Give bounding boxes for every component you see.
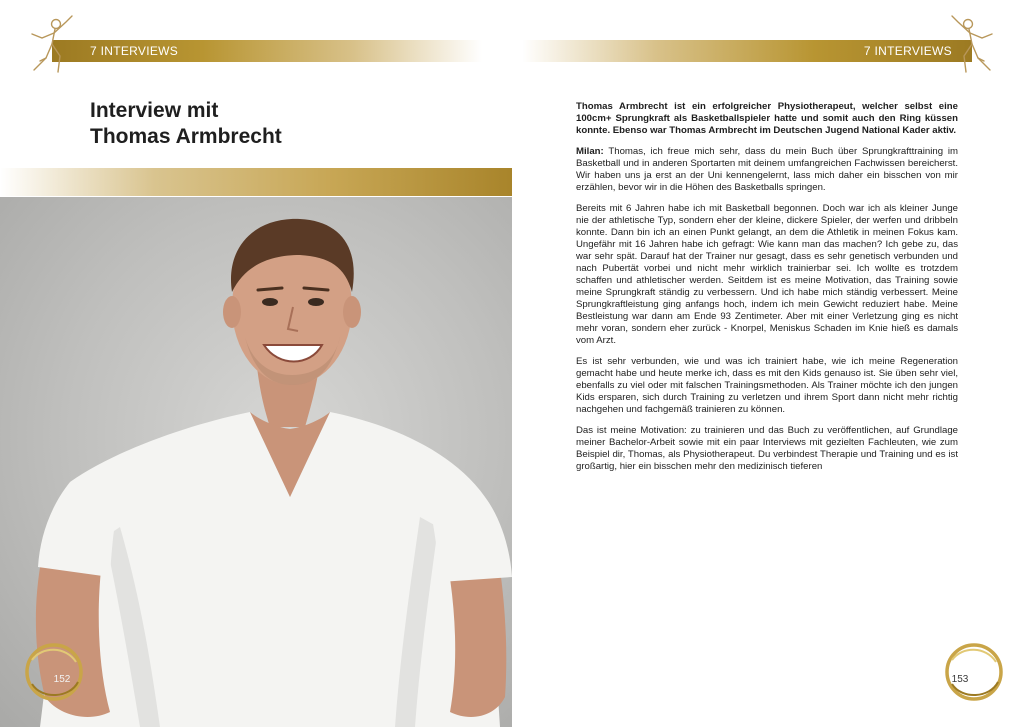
header-label: 7 INTERVIEWS bbox=[863, 44, 952, 58]
title-line-2: Thomas Armbrecht bbox=[90, 125, 282, 148]
gold-swirl-circle-icon bbox=[22, 640, 86, 704]
interview-title bbox=[90, 98, 470, 150]
question-text: Thomas, ich freue mich sehr, dass du mein Buch über Sprungkrafttraining im Basketball und in anderen Sportarten mit deinem umfangreichen Fachwissen bereicherst. Wir haben uns ja erst an der Uni kennengelernt, lass mich daher ein bisschen von mir erzählen, bevor wir in die Höhen des Basketballs springen. bbox=[576, 146, 958, 193]
right-page bbox=[512, 0, 1024, 727]
header-label: 7 INTERVIEWS bbox=[90, 44, 179, 58]
title-line-1: Interview mit bbox=[90, 99, 219, 122]
gold-swirl-circle-icon bbox=[942, 640, 1006, 704]
page-number: 152 bbox=[53, 674, 71, 685]
header-bar bbox=[52, 40, 482, 62]
interview-text bbox=[576, 101, 958, 482]
gold-band bbox=[0, 168, 512, 196]
basketball-player-silhouette-icon bbox=[944, 14, 1002, 76]
answer-paragraph-2: Es ist sehr verbunden, wie und was ich trainiert habe, wie ich meine Regeneration gemacht habe und heute merke ich, dass es mit den Kids genauso ist. Sie üben sehr viel, ebenfalls zu viel oder mit falschen Trainingsmethoden. Als Trainer möchte ich den jungen Kids ersparen, sich durch Training zu verletzen und ihrem Sport dann nicht mehr richtig nachgehen und fachgemäß trainieren zu können. bbox=[576, 356, 958, 415]
header-bar bbox=[522, 40, 972, 62]
answer-paragraph-1: Bereits mit 6 Jahren habe ich mit Basketball begonnen. Doch war ich als kleiner Junge nie der athletische Typ, sondern eher der kleine, dickere Spieler, der werfen und dribbeln konnte. Dann bin ich an einen Punkt gelangt, an dem die Athletik in meinen Fokus kam. Ungefähr mit 16 Jahren habe ich gefragt: Wie kann man das machen? Ich gebe zu, das war sehr spät. Darauf hat der Trainer nur gesagt, dass es sehr genetisch verbunden und nach Pubertät vorbei und nicht mehr wirklich trainierbar sei. Ich wollte es trotzdem schaffen und athletischer werden. Seitdem ist es meine Motivation, das Training sowie meine Sprungkraft ständig zu verbessern. Und ich habe mich ständig verbessert. Meine Sprungkraftleistung ging anfangs hoch, indem ich mein Gewicht reduziert habe. Meine Bestleistung war dann am Ende 93 Zentimeter. Aber mit einer Verletzung ging es nicht mehr voran, sondern eher zurück - Knorpel, Meniskus Schaden im Knie hieß es damals vom Arzt. bbox=[576, 203, 958, 346]
page-badge-right bbox=[942, 640, 1006, 704]
page-number: 153 bbox=[951, 674, 969, 685]
intro-paragraph: Thomas Armbrecht ist ein erfolgreicher Physiotherapeut, welcher selbst eine 100cm+ Sprungkraft als Basketballspieler hatte und somit auch den Ring küssen konnte. Ebenso war Thomas Armbrecht im Deutschen Jugend National Kader aktiv. bbox=[576, 101, 958, 136]
answer-paragraph-3: Das ist meine Motivation: zu trainieren und das Buch zu veröffentlichen, auf Grundlage meiner Bachelor-Arbeit sowie mit ein paar Interviews mit gezielten Fachleuten, wie zum Beispiel dir, Thomas, als Physiotherapeut. Du verbindest Therapie und Training und es ist großartig, hier ein bisschen mehr den medizinisch tieferen bbox=[576, 425, 958, 472]
speaker-label: Milan: bbox=[576, 146, 604, 157]
basketball-player-silhouette-icon bbox=[22, 14, 80, 76]
question-paragraph bbox=[576, 146, 958, 194]
page-badge-left bbox=[22, 640, 86, 704]
